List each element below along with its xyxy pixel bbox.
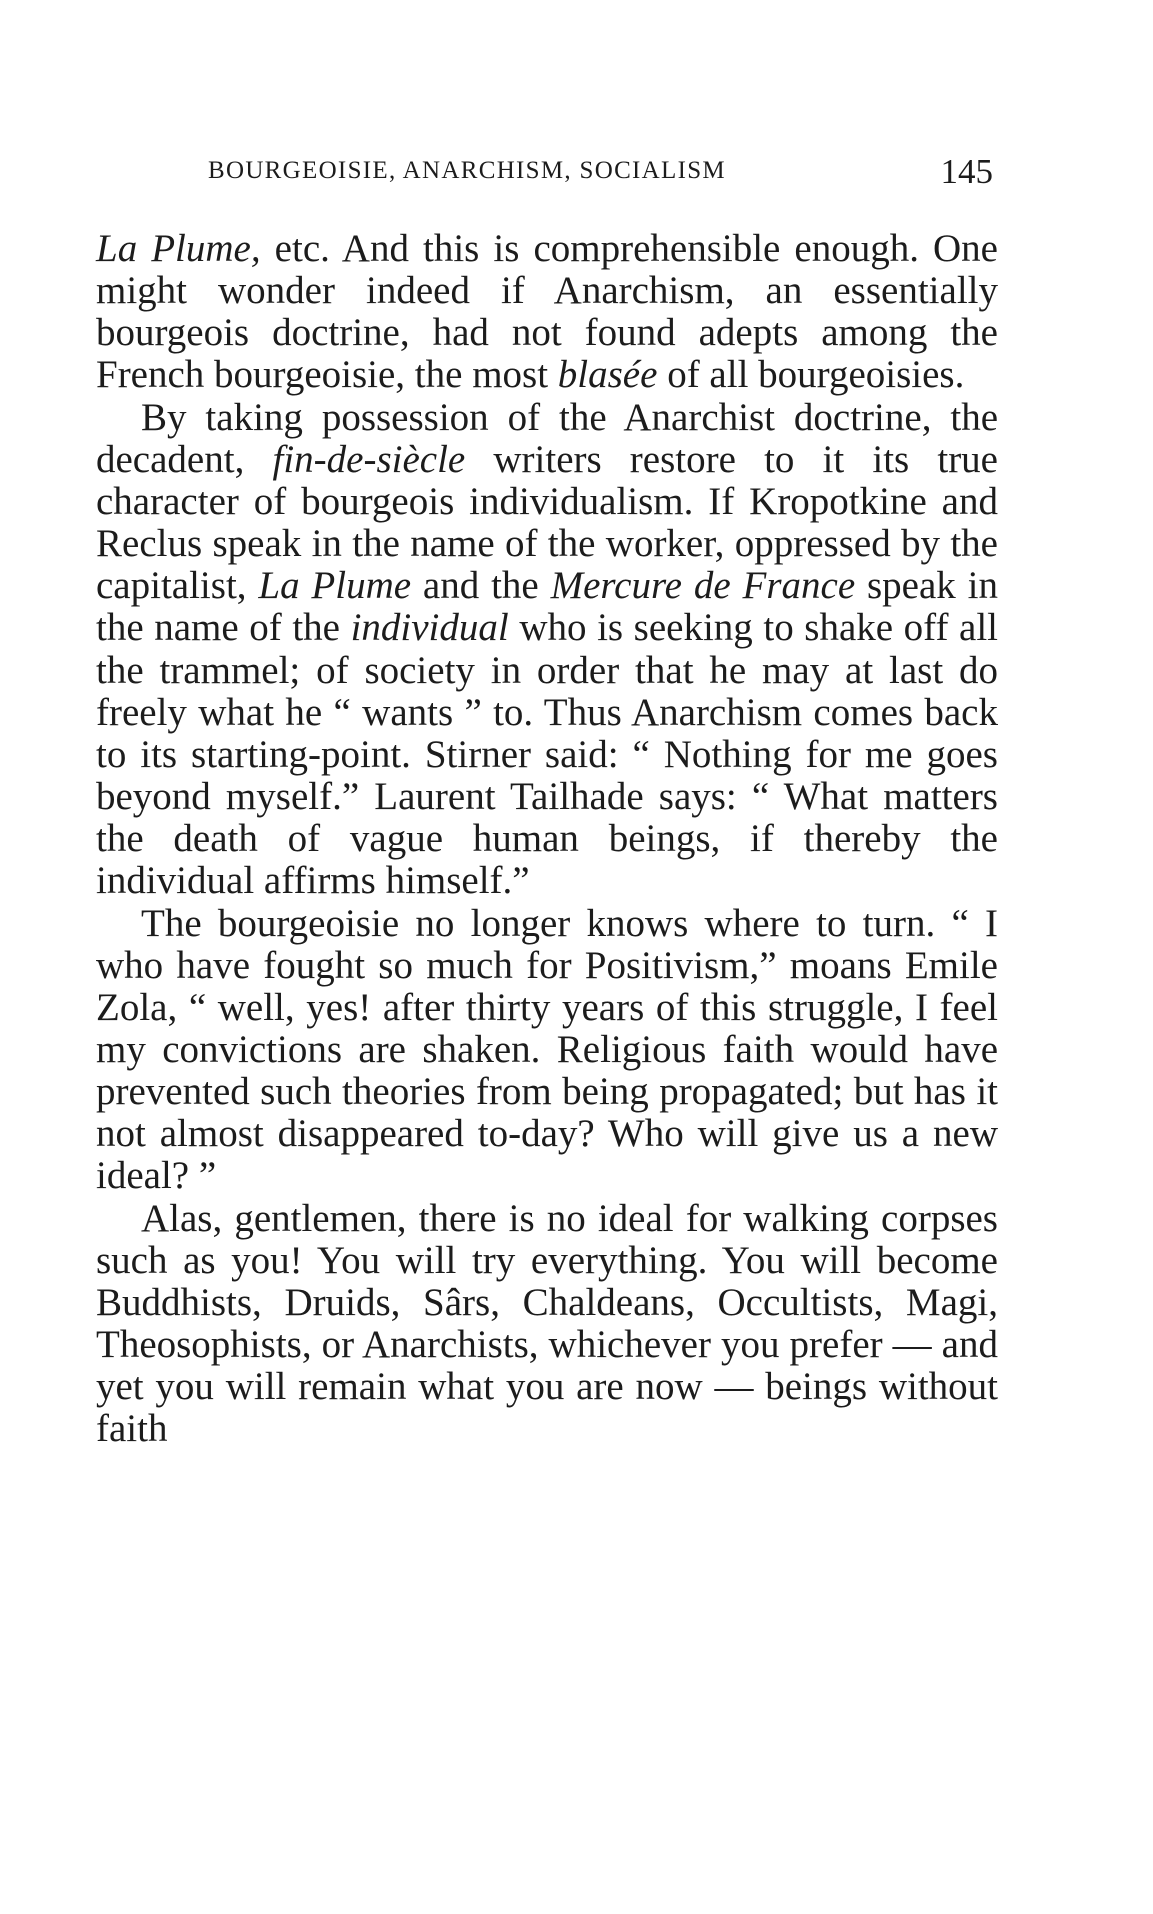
page-number: 145 (940, 152, 993, 191)
paragraph (96, 903, 998, 1198)
text-span: etc. And this is comprehensible enough. One might wonder indeed if Anarchism, an essentially bourgeois doctrine, had not found adepts among the French bourgeoisie, the most (96, 227, 998, 397)
paragraph (96, 1198, 998, 1451)
running-header-title: BOURGEOISIE, ANARCHISM, SOCIALISM (208, 157, 726, 184)
text-span: who is seeking to shake off all the trammel; of society in order that he may at last do freely what he “ wants ” to. Thus Anarchism comes back to its starting-point. Stirner said: “ Nothing for me goes beyond myself.” Laurent Tailhade says: “ What matters the death of vague human beings, if thereby the individual affirms himself.” (96, 606, 999, 903)
italic-span: Mercure de France (550, 564, 856, 608)
text-span: speak in the name of the (96, 564, 998, 650)
italic-span: fin-de-siècle (272, 437, 466, 481)
text-span: Alas, gentlemen, there is no ideal for walking corpses such as you! You will try everything. You will become Buddhists, Druids, Sârs, Chaldeans, Occultists, Magi, Theosophists, or Anarchists, whichever you prefer — and yet you will remain what you are now — beings without faith (96, 1196, 998, 1451)
text-span: writers restore to it its true character of bourgeois individualism. If Kropotkine and Reclus speak in the name of the worker, oppressed by the capitalist, (96, 437, 998, 608)
italic-span: La Plume, (96, 227, 261, 270)
paragraph (96, 228, 998, 397)
body-text (96, 228, 998, 1451)
text-span: of all bourgeoisies. (657, 353, 965, 397)
running-header (208, 152, 993, 192)
italic-span: La Plume (258, 564, 412, 608)
text-span: The bourgeoisie no longer knows where to turn. “ I who have fought so much for Positivism,” moans Emile Zola, “ well, yes! after thirty years of this struggle, I feel my convictions are shaken. Religious faith would have prevented such theories from being propagated; but has it not almost disappeared to-day? Who will give us a new ideal? ” (96, 901, 998, 1198)
text-span: By taking possession of the Anarchist doctrine, the decadent, (96, 395, 998, 481)
italic-span: blasée (557, 353, 658, 397)
italic-span: individual (350, 606, 509, 650)
text-span: and the (411, 564, 551, 608)
paragraph (96, 397, 998, 903)
